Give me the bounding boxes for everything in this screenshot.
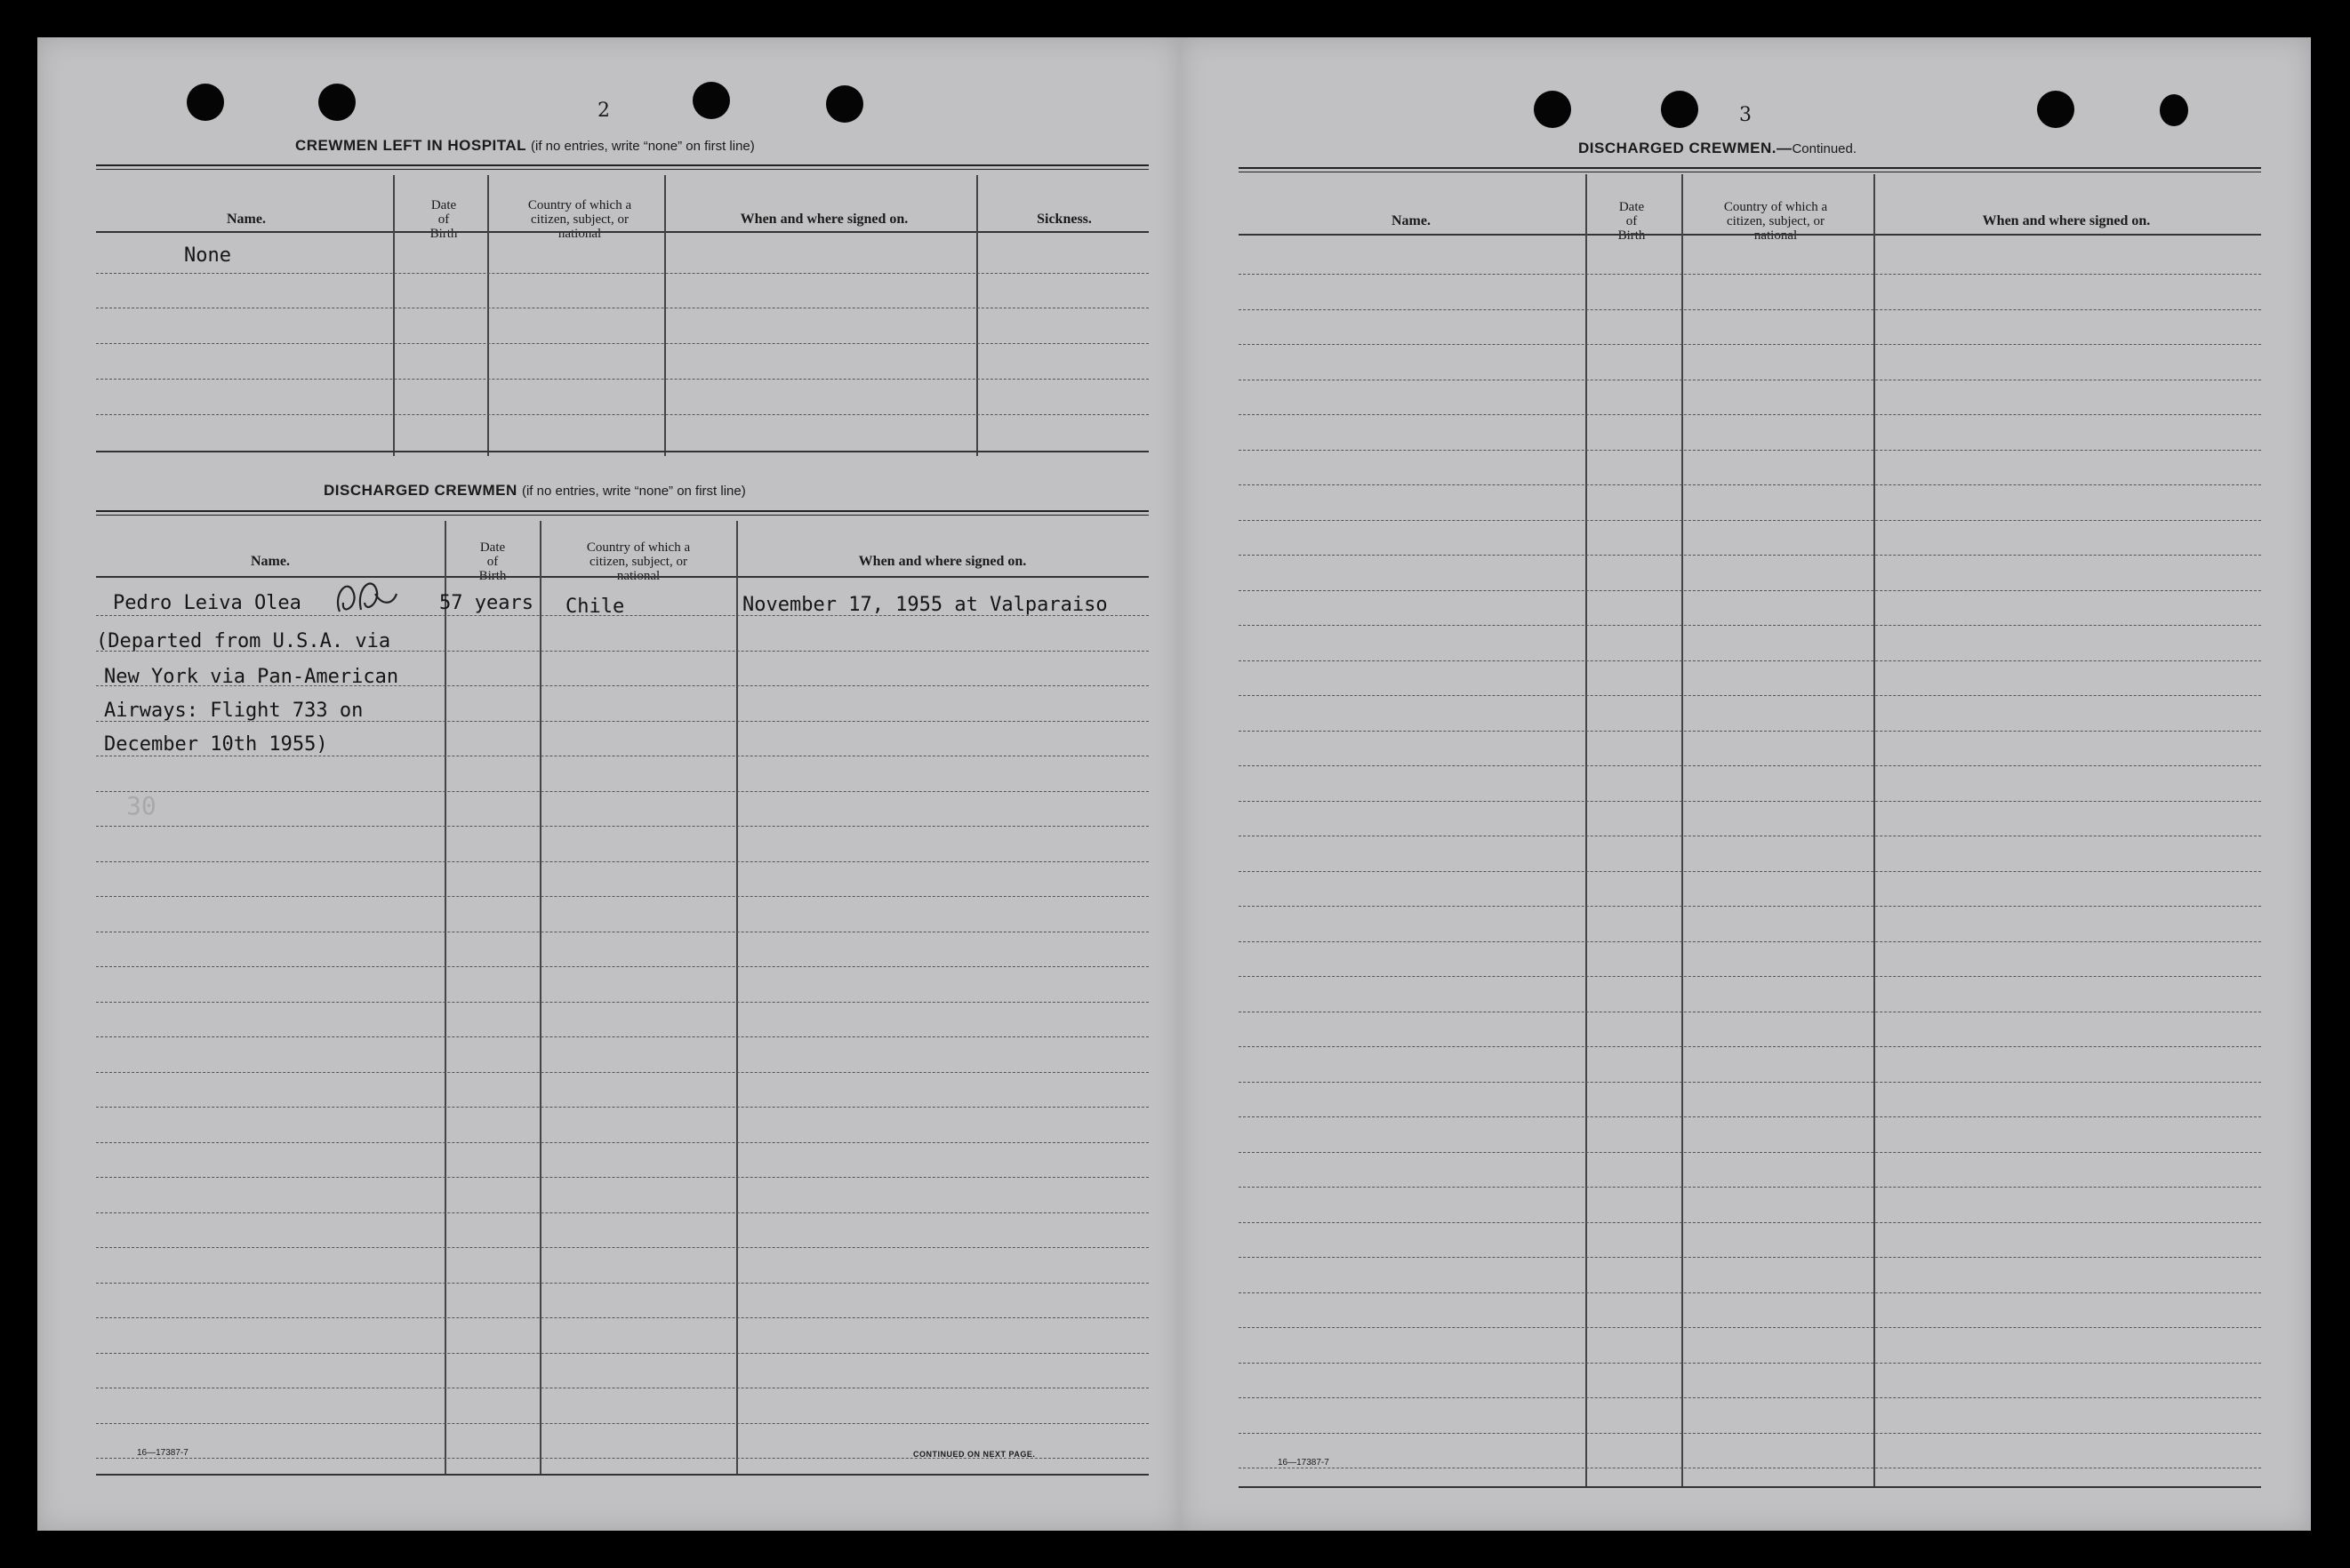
entry-line — [96, 861, 1149, 862]
entry-line — [1239, 414, 2261, 415]
punch-hole — [318, 84, 356, 121]
entry-line — [96, 1317, 1149, 1318]
header-rule — [96, 164, 1149, 170]
entry-line — [1239, 1222, 2261, 1223]
right-section-bottom-rule — [1239, 1486, 2261, 1488]
entry-line — [96, 343, 1149, 344]
entry-line — [1239, 871, 2261, 872]
entry-line — [96, 1353, 1149, 1354]
punch-hole — [187, 84, 224, 121]
punch-hole — [2037, 91, 2074, 128]
punch-hole — [1534, 91, 1571, 128]
entry-line — [1239, 1397, 2261, 1398]
entry-line — [1239, 274, 2261, 275]
entry-line — [96, 1002, 1149, 1003]
entry-line — [1239, 1363, 2261, 1364]
entry-line — [96, 1423, 1149, 1424]
faint-page-number: 30 — [126, 791, 156, 820]
entry-line — [96, 1247, 1149, 1248]
entry-line — [1239, 731, 2261, 732]
discharged-continued-title — [1578, 140, 1857, 157]
entry-line — [1239, 801, 2261, 802]
page-number: 2 — [598, 100, 610, 122]
discharged-header-bottom-rule — [96, 576, 1149, 578]
entry-line — [1239, 555, 2261, 556]
column-divider — [445, 521, 446, 1476]
crewman-name: Pedro Leiva Olea — [113, 592, 301, 614]
entry-line — [1239, 1046, 2261, 1047]
right-page — [1180, 37, 2311, 1531]
entry-line — [1239, 1152, 2261, 1153]
entry-line — [1239, 484, 2261, 485]
entry-line — [1239, 1257, 2261, 1258]
crewman-country: Chile — [565, 596, 625, 618]
column-divider — [1681, 174, 1683, 1488]
hospital-col-country: Country of which a citizen, subject, or national — [527, 198, 632, 241]
entry-line — [1239, 1433, 2261, 1434]
hospital-entry-name: None — [184, 244, 231, 267]
discharged-col-name: Name. — [251, 554, 290, 569]
discharged-title-text: DISCHARGED CREWMEN — [324, 482, 517, 499]
form-number: 16—17387-7 — [137, 1448, 188, 1458]
entry-line — [96, 791, 1149, 792]
entry-line — [1239, 695, 2261, 696]
entry-line — [1239, 625, 2261, 626]
entry-line — [1239, 906, 2261, 907]
column-divider — [540, 521, 541, 1476]
hospital-col-signed: When and where signed on. — [740, 212, 909, 227]
hospital-section-title — [295, 137, 755, 155]
entry-line — [96, 966, 1149, 967]
column-divider — [1873, 174, 1875, 1488]
entry-line — [1239, 344, 2261, 345]
continued-note: CONTINUED ON NEXT PAGE. — [913, 1450, 1036, 1459]
entry-line — [96, 1036, 1149, 1037]
right-col-name: Name. — [1392, 213, 1431, 228]
departure-note-line-3: Airways: Flight 733 on — [104, 700, 364, 722]
entry-line — [1239, 941, 2261, 942]
entry-line — [1239, 765, 2261, 766]
discharged-section-bottom-rule — [96, 1474, 1149, 1476]
discharged-col-dob: Date of Birth — [478, 540, 507, 583]
entry-line — [96, 414, 1149, 415]
discharged-title-note: (if no entries, write “none” on first line) — [521, 484, 746, 499]
right-col-dob: Date of Birth — [1617, 200, 1646, 243]
discharged-section-title — [324, 482, 746, 500]
hospital-title-text: CREWMEN LEFT IN HOSPITAL — [295, 137, 526, 154]
entry-line — [96, 1212, 1149, 1213]
hospital-col-sickness: Sickness. — [1037, 212, 1092, 227]
discharged-col-signed: When and where signed on. — [858, 554, 1027, 569]
entry-line — [1239, 450, 2261, 451]
column-divider — [736, 521, 738, 1476]
left-page — [37, 37, 1180, 1531]
continued-title-note: Continued. — [1792, 141, 1857, 156]
entry-line — [1239, 1116, 2261, 1117]
right-col-signed: When and where signed on. — [1982, 213, 2151, 228]
entry-line — [1239, 1082, 2261, 1083]
departure-note-line-4: December 10th 1955) — [104, 733, 328, 756]
hospital-title-note: (if no entries, write “none” on first line) — [531, 139, 755, 154]
entry-line — [96, 826, 1149, 827]
departure-note-line-2: New York via Pan-American — [104, 666, 399, 688]
entry-line — [96, 1283, 1149, 1284]
hospital-section-bottom-rule — [96, 451, 1149, 452]
entry-line — [1239, 1292, 2261, 1293]
hospital-header-bottom-rule — [96, 231, 1149, 233]
hospital-col-dob: Date of Birth — [429, 198, 458, 241]
entry-line — [1239, 976, 2261, 977]
header-rule — [96, 510, 1149, 516]
entry-line — [1239, 590, 2261, 591]
entry-line — [1239, 309, 2261, 310]
form-number: 16—17387-7 — [1278, 1458, 1329, 1468]
entry-line — [1239, 520, 2261, 521]
right-col-country: Country of which a citizen, subject, or national — [1723, 200, 1828, 243]
punch-hole — [2160, 94, 2188, 126]
punch-hole — [693, 82, 730, 119]
entry-line — [96, 379, 1149, 380]
entry-line — [96, 273, 1149, 274]
punch-hole — [1661, 91, 1698, 128]
right-header-bottom-rule — [1239, 234, 2261, 236]
column-divider — [1585, 174, 1587, 1488]
crewman-age: 57 years — [439, 592, 533, 614]
entry-line — [96, 1107, 1149, 1108]
entry-line — [1239, 660, 2261, 661]
entry-line — [96, 1142, 1149, 1143]
continued-title-text: DISCHARGED CREWMEN.— — [1578, 140, 1793, 156]
handwritten-initials — [331, 567, 402, 629]
entry-line — [1239, 1327, 2261, 1328]
entry-line — [96, 1177, 1149, 1178]
punch-hole — [826, 85, 863, 123]
entry-line — [96, 1072, 1149, 1073]
hospital-col-name: Name. — [227, 212, 266, 227]
entry-line — [1239, 1187, 2261, 1188]
departure-note-line-1: (Departed from U.S.A. via — [96, 630, 391, 652]
entry-line — [96, 896, 1149, 897]
discharged-col-country: Country of which a citizen, subject, or national — [586, 540, 691, 583]
crewman-signed-on: November 17, 1955 at Valparaiso — [742, 594, 1108, 616]
page-number: 3 — [1739, 104, 1752, 126]
